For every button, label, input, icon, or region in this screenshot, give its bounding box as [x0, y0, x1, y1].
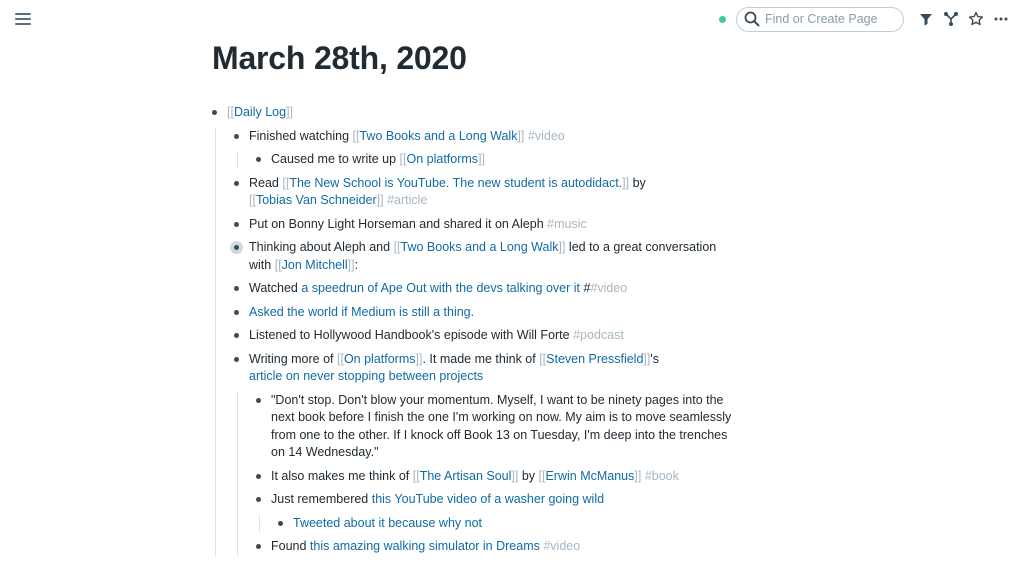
- page-ref[interactable]: Two Books and a Long Walk: [359, 128, 518, 143]
- bullet[interactable]: [256, 497, 261, 502]
- block-writing-more[interactable]: Writing more of [[On platforms]]. It made me think of [[Steven Pressfield]]'s article on never stopping between projects: [234, 351, 732, 386]
- page-ref[interactable]: The New School is YouTube. The new student is autodidact.: [289, 175, 623, 190]
- tag[interactable]: #podcast: [573, 328, 624, 342]
- bullet[interactable]: [234, 310, 239, 315]
- external-link[interactable]: this YouTube video of a washer going wild: [371, 492, 605, 506]
- children-daily-log: [234, 128, 732, 556]
- page-ref[interactable]: Daily Log: [233, 105, 287, 119]
- more-options-icon[interactable]: [990, 8, 1012, 30]
- children-finished-watching: [256, 151, 732, 169]
- bullet[interactable]: [234, 333, 239, 338]
- bullet[interactable]: [256, 474, 261, 479]
- external-link[interactable]: article on never stopping between projects: [249, 369, 484, 383]
- page-ref[interactable]: Steven Pressfield: [546, 351, 644, 366]
- search-icon: [744, 11, 760, 27]
- top-bar: [719, 6, 1012, 32]
- children-writing-more: [256, 392, 732, 556]
- block-watched-speedrun[interactable]: Watched a speedrun of Ape Out with the devs talking over it ##video: [234, 280, 732, 298]
- page-ref[interactable]: Tobias Van Schneider: [255, 193, 377, 207]
- sync-status-dot: [719, 16, 726, 23]
- search-box[interactable]: [736, 7, 904, 32]
- tag[interactable]: #article: [387, 193, 428, 207]
- page-ref[interactable]: Erwin McManus: [545, 468, 635, 483]
- outline: [212, 104, 732, 556]
- bullet[interactable]: [234, 134, 239, 139]
- tag[interactable]: #book: [644, 468, 679, 483]
- bullet[interactable]: [256, 398, 261, 403]
- block-tweeted[interactable]: [278, 515, 732, 533]
- filter-icon[interactable]: [915, 8, 937, 30]
- block-listened[interactable]: Listened to Hollywood Handbook's episode with Will Forte #podcast: [234, 327, 732, 345]
- bullet[interactable]: [234, 357, 239, 362]
- graph-overview-icon[interactable]: [940, 8, 962, 30]
- bullet[interactable]: [256, 544, 261, 549]
- block-thinking-about-aleph[interactable]: Thinking about Aleph and [[Two Books and a Long Walk]] led to a great conversation with [[Jon Mitchell]]:: [234, 239, 732, 274]
- block-read[interactable]: Read [[The New School is YouTube. The new student is autodidact.]] by [[Tobias Van Schneider]] #article: [234, 175, 732, 210]
- block-daily-log[interactable]: [[Daily Log]]: [212, 104, 732, 122]
- bullet[interactable]: [234, 222, 239, 227]
- block-caused-me[interactable]: Caused me to write up [[On platforms]]: [256, 151, 732, 169]
- children-just-remembered: [278, 515, 732, 533]
- external-link[interactable]: Tweeted about it because why not: [293, 515, 483, 530]
- hamburger-menu-icon[interactable]: [15, 10, 33, 28]
- bullet[interactable]: [212, 110, 217, 115]
- page-ref[interactable]: On platforms: [343, 351, 416, 366]
- external-link[interactable]: this amazing walking simulator in Dreams: [309, 539, 540, 553]
- bullet[interactable]: [278, 521, 283, 526]
- search-input[interactable]: [765, 12, 895, 26]
- block-quote[interactable]: "Don't stop. Don't blow your momentum. Myself, I want to be ninety pages into the next book before I finish the one I'm working on now. My aim is to move seamlessly from one to the other. If I knock off Book 13 on Tuesday, I'm deep into the trenches on 14 Wednesday.": [256, 392, 732, 462]
- block-asked-world[interactable]: [234, 304, 732, 322]
- block-just-remembered[interactable]: Just remembered this YouTube video of a washer going wild: [256, 491, 732, 509]
- page-ref[interactable]: Two Books and a Long Walk: [400, 240, 559, 254]
- page-ref[interactable]: Jon Mitchell: [281, 257, 348, 272]
- collapsed-bullet[interactable]: [232, 243, 241, 252]
- block-artisan-soul[interactable]: It also makes me think of [[The Artisan Soul]] by [[Erwin McManus]] #book: [256, 468, 732, 486]
- bullet[interactable]: [234, 286, 239, 291]
- tag[interactable]: #video: [527, 128, 565, 143]
- page-ref[interactable]: The Artisan Soul: [419, 468, 512, 483]
- block-bonny-light[interactable]: Put on Bonny Light Horseman and shared it on Aleph #music: [234, 216, 732, 234]
- page-ref[interactable]: On platforms: [406, 152, 479, 166]
- bullet[interactable]: [234, 181, 239, 186]
- block-found[interactable]: Found this amazing walking simulator in Dreams #video: [256, 538, 732, 556]
- bullet[interactable]: [256, 157, 261, 162]
- tag[interactable]: #video: [590, 281, 628, 295]
- tag[interactable]: #music: [547, 216, 587, 231]
- page: [212, 38, 732, 562]
- external-link[interactable]: a speedrun of Ape Out with the devs talking over it: [301, 281, 580, 295]
- star-icon[interactable]: [965, 8, 987, 30]
- page-title[interactable]: March 28th, 2020: [212, 40, 467, 76]
- block-finished-watching[interactable]: Finished watching [[Two Books and a Long Walk]] #video: [234, 128, 732, 146]
- tag[interactable]: #video: [543, 539, 581, 553]
- external-link[interactable]: Asked the world if Medium is still a thing.: [249, 304, 475, 319]
